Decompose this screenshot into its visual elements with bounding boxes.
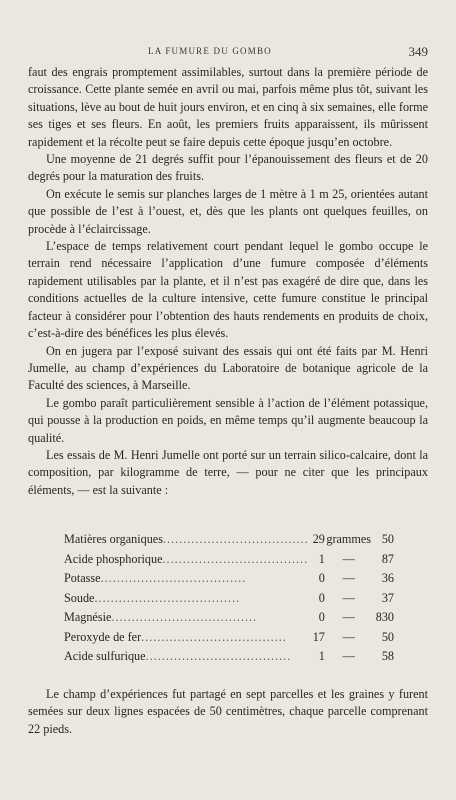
paragraph: On en jugera par l’exposé suivant des essais qui ont été faits par M. Henri Jumelle, au champ d’expériences du Laboratoire de botanique agricole de la Faculté des sciences, à Marseille. xyxy=(28,343,428,393)
paragraph: Le gombo paraît particulièrement sensible à l’action de l’élément potassique, qui pousse à la production en poids, en même temps qu’il augmente beaucoup la qualité. xyxy=(28,395,428,445)
table-row: Soude.................................... 0 — 37 xyxy=(64,589,394,609)
paragraph: Les essais de M. Henri Jumelle ont porté sur un terrain silico-calcaire, dont la composition, par kilogramme de terre, — pour ne citer que les principaux éléments, — est la suivante : xyxy=(28,447,428,497)
closing-text xyxy=(28,686,428,738)
component-name: Acide sulfurique xyxy=(64,649,146,663)
component-name: Matières organiques xyxy=(64,532,163,546)
running-title: LA FUMURE DU GOMBO xyxy=(148,46,272,56)
component-value: 17 xyxy=(312,629,325,644)
component-unit: — xyxy=(342,590,355,605)
component-amount: 830 xyxy=(375,610,394,624)
component-name: Magnésie xyxy=(64,610,112,624)
table-row: Acide sulfurique.................................... 1 — 58 xyxy=(64,647,394,667)
component-value: 29 xyxy=(312,532,325,546)
running-head xyxy=(28,44,428,60)
paragraph: faut des engrais promptement assimilables, surtout dans la première période de croissance. Cette plante semée en avril ou mai, parfois même plus tôt, suivant les situations, lève au bout de huit jours environ, et en cinq à six semaines, elle forme ses tiges et ses fleurs. En août, les premiers fruits apparaissent, ils mûrissent rapidement et la récolte peut se faire depuis cette époque jusqu’en octobre. xyxy=(28,65,428,149)
composition-table xyxy=(64,530,394,667)
table-row: Matières organiques.................................... 29 grammes 50 xyxy=(64,530,394,550)
component-amount: 87 xyxy=(381,551,394,566)
table-row: Potasse.................................... 0 — 36 xyxy=(64,569,394,589)
component-name: Potasse xyxy=(64,571,101,585)
component-value: 1 xyxy=(318,649,325,663)
table-row: Magnésie.................................... 0 — 830 xyxy=(64,608,394,628)
component-unit: — xyxy=(342,649,355,663)
paragraph: Une moyenne de 21 degrés suffit pour l’épanouissement des fleurs et de 20 degrés pour la maturation des fruits. xyxy=(28,152,428,184)
component-value: 0 xyxy=(318,590,325,605)
page-number: 349 xyxy=(408,44,428,59)
paragraph: L’espace de temps relativement court pendant lequel le gombo occupe le terrain rend nécessaire l’application d’une fumure composée d’éléments rapidement utilisables par la plante, et il n’est pas exagéré de dire que, dans les conditions actuelles de la culture intensive, cette fumure constitue le principal facteur à considérer pour l’obtention des hauts rendements en produits de choix, c’est-à-dire des bénéfices les plus élevés. xyxy=(28,239,428,341)
paragraph: Le champ d’expériences fut partagé en sept parcelles et les graines y furent semées sur deux lignes espacées de 50 centimètres, chaque parcelle comprenant 22 pieds. xyxy=(28,687,428,736)
component-amount: 37 xyxy=(381,590,394,605)
component-unit: grammes xyxy=(326,532,372,546)
component-value: 0 xyxy=(318,571,325,585)
component-value: 1 xyxy=(318,551,325,566)
component-unit: — xyxy=(342,551,355,566)
component-value: 0 xyxy=(318,610,325,624)
component-unit: — xyxy=(342,571,355,585)
component-unit: — xyxy=(342,629,355,644)
table-row: Acide phosphorique.................................... 1 — 87 xyxy=(64,550,394,570)
component-amount: 36 xyxy=(381,571,394,585)
component-amount: 50 xyxy=(381,532,394,546)
paragraph: On exécute le semis sur planches larges de 1 mètre à 1 m 25, orientées autant que possible de l’est à l’ouest, et, dès que les plants ont quelques feuilles, on procède à l’éclaircissage. xyxy=(28,186,428,236)
component-name: Peroxyde de fer xyxy=(64,629,142,644)
body-text xyxy=(28,64,428,499)
component-name: Acide phosphorique xyxy=(64,551,163,566)
component-amount: 50 xyxy=(381,629,394,644)
component-amount: 58 xyxy=(381,649,394,663)
component-unit: — xyxy=(342,610,355,624)
component-name: Soude xyxy=(64,590,95,605)
table-row: Peroxyde de fer.................................... 17 — 50 xyxy=(64,628,394,648)
